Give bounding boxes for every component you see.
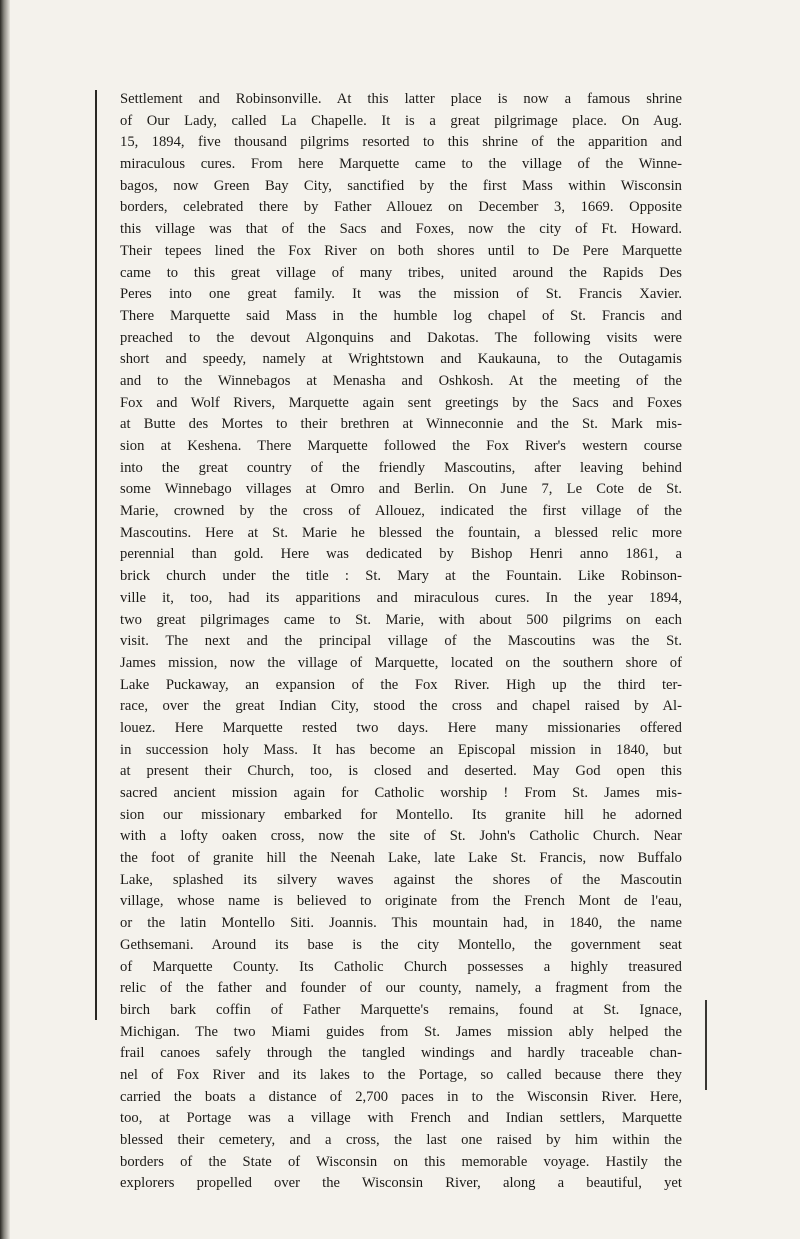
right-margin-mark <box>705 1000 707 1090</box>
text-line: perennial than gold. Here was dedicated by Bishop Henri anno 1861, a <box>120 546 682 563</box>
text-line: Their tepees lined the Fox River on both shores until to De Pere Marquette <box>120 242 682 259</box>
text-line: in succession holy Mass. It has become an Episcopal mission in 1840, but <box>120 741 682 758</box>
text-line: village, whose name is believed to originate from the French Mont de l'eau, <box>120 893 682 910</box>
text-line: some Winnebago villages at Omro and Berlin. On June 7, Le Cote de St. <box>120 481 682 498</box>
text-line: 15, 1894, five thousand pilgrims resorted to this shrine of the apparition and <box>120 134 682 151</box>
text-line: Lake, splashed its silvery waves against the shores of the Mascoutin <box>120 871 682 888</box>
text-line: Mascoutins. Here at St. Marie he blessed the fountain, a blessed relic more <box>120 524 682 541</box>
text-line: short and speedy, namely at Wrightstown and Kaukauna, to the Outagamis <box>120 351 682 368</box>
text-line: sion our missionary embarked for Montello. Its granite hill he adorned <box>120 806 682 823</box>
text-line: the foot of granite hill the Neenah Lake, late Lake St. Francis, now Buffalo <box>120 850 682 867</box>
text-line: carried the boats a distance of 2,700 paces in to the Wisconsin River. Here, <box>120 1088 682 1105</box>
text-line: came to this great village of many tribes, united around the Rapids Des <box>120 264 682 281</box>
text-line: sacred ancient mission again for Catholic worship ! From St. James mis- <box>120 785 682 801</box>
left-margin-rule <box>95 90 97 1020</box>
text-line: Gethsemani. Around its base is the city Montello, the government seat <box>120 936 682 953</box>
text-line: of Marquette County. Its Catholic Church possesses a highly treasured <box>120 958 682 975</box>
scan-page-edge <box>0 0 10 1239</box>
text-line: relic of the father and founder of our county, namely, a fragment from the <box>120 980 682 997</box>
text-line: James mission, now the village of Marquette, located on the southern shore of <box>120 654 682 671</box>
text-line: There Marquette said Mass in the humble log chapel of St. Francis and <box>120 307 682 324</box>
text-line: borders, celebrated there by Father Allouez on December 3, 1669. Opposite <box>120 199 682 216</box>
text-line: with a lofty oaken cross, now the site of St. John's Catholic Church. Near <box>120 828 682 845</box>
text-line: and to the Winnebagos at Menasha and Oshkosh. At the meeting of the <box>120 372 682 389</box>
text-line: Lake Puckaway, an expansion of the Fox River. High up the third ter- <box>120 676 682 693</box>
text-line: at present their Church, too, is closed and deserted. May God open this <box>120 763 682 780</box>
text-line: at Butte des Mortes to their brethren at Winneconnie and the St. Mark mis- <box>120 416 682 433</box>
text-line: birch bark coffin of Father Marquette's remains, found at St. Ignace, <box>120 1001 682 1018</box>
text-line: nel of Fox River and its lakes to the Portage, so called because there they <box>120 1066 682 1083</box>
text-line: louez. Here Marquette rested two days. Here many missionaries offered <box>120 719 682 736</box>
text-line: Settlement and Robinsonville. At this latter place is now a famous shrine <box>120 91 682 107</box>
text-line: too, at Portage was a village with French and Indian settlers, Marquette <box>120 1110 682 1127</box>
text-line: preached to the devout Algonquins and Dakotas. The following visits were <box>120 329 682 346</box>
text-line: this village was that of the Sacs and Foxes, now the city of Ft. Howard. <box>120 221 682 238</box>
text-line: borders of the State of Wisconsin on this memorable voyage. Hastily the <box>120 1153 682 1170</box>
text-line: Peres into one great family. It was the mission of St. Francis Xavier. <box>120 286 682 303</box>
text-line: Fox and Wolf Rivers, Marquette again sent greetings by the Sacs and Foxes <box>120 394 682 411</box>
text-line: ville it, too, had its apparitions and miraculous cures. In the year 1894, <box>120 589 682 606</box>
text-line: or the latin Montello Siti. Joannis. This mountain had, in 1840, the name <box>120 915 682 932</box>
text-line: Marie, crowned by the cross of Allouez, indicated the first village of the <box>120 503 682 520</box>
text-line: visit. The next and the principal village of the Mascoutins was the St. <box>120 633 682 650</box>
text-line: frail canoes safely through the tangled windings and hardly traceable chan- <box>120 1045 682 1062</box>
text-line: of Our Lady, called La Chapelle. It is a great pilgrimage place. On Aug. <box>120 112 682 129</box>
text-line: explorers propelled over the Wisconsin River, along a beautiful, yet <box>120 1175 682 1192</box>
text-line: two great pilgrimages came to St. Marie, with about 500 pilgrims on each <box>120 611 682 628</box>
body-text <box>120 89 682 1195</box>
text-line: race, over the great Indian City, stood the cross and chapel raised by Al- <box>120 698 682 715</box>
text-line: blessed their cemetery, and a cross, the last one raised by him within the <box>120 1132 682 1148</box>
text-line: bagos, now Green Bay City, sanctified by the first Mass within Wisconsin <box>120 177 682 194</box>
text-line: brick church under the title : St. Mary at the Fountain. Like Robinson- <box>120 568 682 585</box>
text-line: into the great country of the friendly Mascoutins, after leaving behind <box>120 459 682 476</box>
text-line: sion at Keshena. There Marquette followed the Fox River's western course <box>120 438 682 454</box>
text-line: miraculous cures. From here Marquette came to the village of the Winne- <box>120 156 682 173</box>
text-line: Michigan. The two Miami guides from St. James mission ably helped the <box>120 1023 682 1040</box>
